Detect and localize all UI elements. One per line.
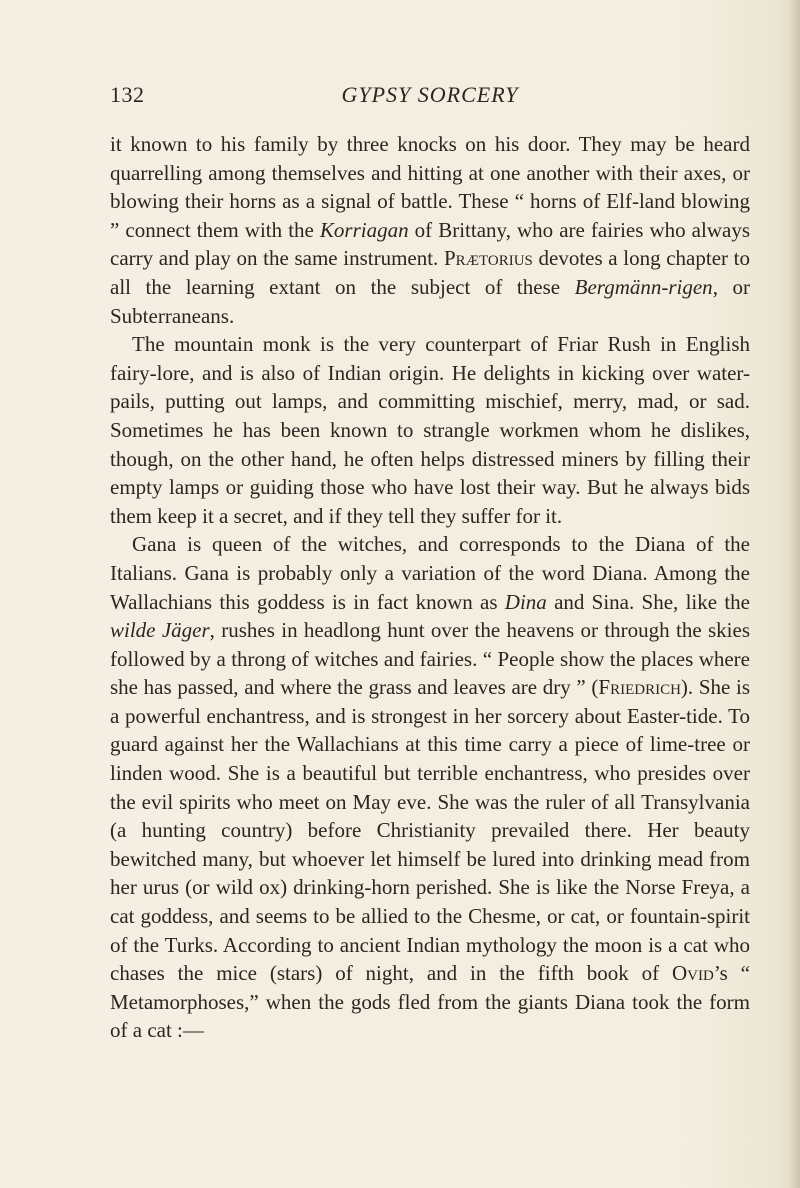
text-run: ’s “ Metamorphoses,” when the gods fled from the giants Diana took the form of a cat :—	[110, 961, 751, 1043]
text-run: devotes a long chapter to all the learning extant on the subject of these	[110, 246, 750, 299]
body-text	[110, 130, 750, 1045]
italic-term: Bergmänn-rigen	[574, 274, 713, 299]
text-run: and Sina. She, like the	[546, 589, 750, 614]
text-run: ). She is a powerful enchantress, and is strongest in her sorcery about Easter-tide. To guard against her the Wallachians at this time carry a piece of lime-tree or linden wood. She is a beautiful but terrible enchantress, who presides over the evil spirits who meet on May eve. She was the ruler of all Transylvania (a hunting country) before Christianity prevailed there. Her beauty bewitched many, but whoever let himself be lured into drinking mead from her urus (or wild ox) drinking-horn perished. She is like the Norse Freya, a cat goddess, and seems to be allied to the Chesme, or cat, or fountain-spirit of the Turks. According to ancient Indian mythology the moon is a cat who chases the mice (stars) of night, and in the fifth book of	[110, 675, 751, 986]
author-name: Ovid	[671, 961, 714, 986]
author-name: Friedrich	[598, 675, 681, 700]
text-run: The mountain monk is the very counterpart of Friar Rush in English fairy-lore, and is also of Indian origin. He delights in kicking over water-pails, putting out lamps, and committing mischief, merry, mad, or sad. Sometimes he has been known to strangle workmen whom he dislikes, though, on the other hand, he often helps distressed miners by filling their empty lamps or guiding those who have lost their way. But he always bids them keep it a secret, and if they tell they suffer for it.	[110, 332, 750, 528]
page-edge-shadow	[788, 0, 800, 1188]
author-name: Prætorius	[443, 246, 533, 271]
page-header	[110, 82, 750, 112]
page-number: 132	[110, 82, 145, 107]
text-run: Gana is queen of the witches, and corresponds to the Diana of the Italians. Gana is probably only a variation of the word Diana. Among the Wallachians this goddess is in fact known as	[110, 532, 750, 614]
text-run: , or Subterraneans.	[110, 274, 750, 328]
paragraph	[110, 530, 750, 1045]
italic-term: Korriagan	[319, 217, 409, 242]
italic-term: Dina	[504, 589, 547, 614]
paragraph	[110, 130, 750, 330]
paragraph	[110, 330, 750, 530]
text-run: of Brittany, who are fairies who always carry and play on the same instrument.	[110, 217, 750, 271]
text-run: it known to his family by three knocks on his door. They may be heard quarrelling among themselves and hitting at one another with their axes, or blowing their horns as a signal of battle. These “ horns of Elf-land blowing ” connect them with the	[110, 132, 750, 242]
running-head: GYPSY SORCERY	[341, 82, 519, 107]
italic-term: wilde Jäger	[110, 618, 210, 643]
text-run: , rushes in headlong hunt over the heavens or through the skies followed by a throng of witches and fairies. “ People show the places where she has passed, and where the grass and leaves are dry ” (	[110, 618, 750, 700]
